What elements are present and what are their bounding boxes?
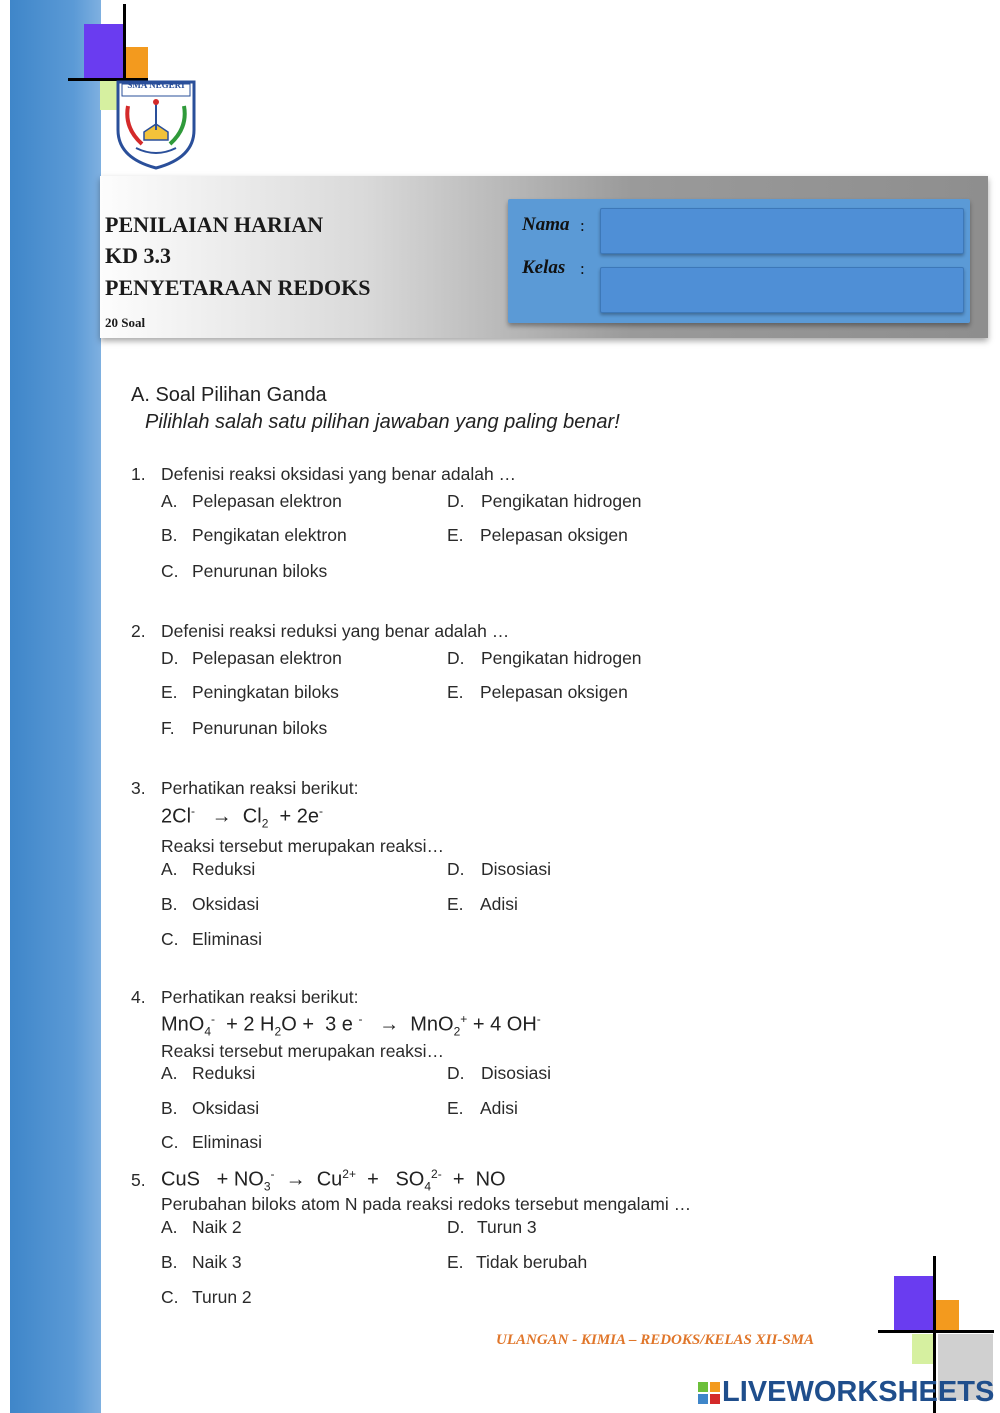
left-sidebar-stripe — [10, 0, 101, 1413]
question-number: 5. — [131, 1170, 146, 1190]
option-letter: B. — [161, 525, 178, 545]
option-text[interactable]: Tidak berubah — [476, 1252, 588, 1272]
option-letter: A. — [161, 859, 178, 879]
question-text: Perhatikan reaksi berikut: — [161, 987, 359, 1007]
class-label: Kelas — [522, 257, 566, 278]
section-title: A. Soal Pilihan Ganda — [131, 384, 327, 406]
option-text[interactable]: Adisi — [480, 1098, 518, 1118]
question-number: 2. — [131, 621, 146, 641]
question-number: 3. — [131, 778, 146, 798]
question-text: Perhatikan reaksi berikut: — [161, 778, 359, 798]
option-letter: E. — [447, 1098, 464, 1118]
reaction-equation-render: CuS + $NO_3^- \to Cu^{2+} + SO_4^{2-}$ + NO — [161, 1167, 506, 1194]
option-letter: D. — [447, 491, 465, 511]
footer-caption: ULANGAN - KIMIA – REDOKS/KELAS XII-SMA — [496, 1332, 815, 1348]
reaction-equation-render: $2Cl^- \to Cl_2 + 2e^-$ — [161, 804, 323, 831]
option-letter: E. — [447, 525, 464, 545]
option-letter: E. — [447, 682, 464, 702]
option-text[interactable]: Pelepasan oksigen — [480, 682, 628, 702]
option-letter: C. — [161, 561, 179, 581]
option-letter: D. — [161, 648, 179, 668]
option-letter: C. — [161, 929, 179, 949]
name-colon: : — [580, 216, 585, 235]
option-text[interactable]: Pengikatan elektron — [192, 525, 347, 545]
option-text[interactable]: Pelepasan elektron — [192, 648, 342, 668]
option-letter: C. — [161, 1132, 179, 1152]
option-letter: D. — [447, 648, 465, 668]
option-letter: D. — [447, 1063, 465, 1083]
option-text[interactable]: Oksidasi — [192, 1098, 260, 1118]
deco-square-green-bottom — [912, 1334, 934, 1364]
reaction-equation-render: MnO$_4$- + 2 $H_2O + 3$ e - → MnO$_2$+ + 4 OH- — [161, 1012, 541, 1039]
school-badge-text: SMA NEGERI — [127, 80, 185, 90]
option-text[interactable]: Turun 2 — [192, 1287, 252, 1307]
option-text[interactable]: Peningkatan biloks — [192, 682, 339, 702]
liveworksheets-logo-icon — [698, 1382, 720, 1404]
question-count: 20 Soal — [105, 315, 146, 330]
option-letter: E. — [447, 1252, 464, 1272]
liveworksheets-brand[interactable]: LIVEWORKSHEETS — [722, 1376, 995, 1408]
school-badge-logo — [114, 78, 198, 170]
option-text[interactable]: Naik 3 — [192, 1252, 242, 1272]
title-line-1: PENILAIAN HARIAN — [105, 212, 324, 237]
option-letter: B. — [161, 894, 178, 914]
deco-square-orange-top — [124, 47, 148, 79]
option-letter: C. — [161, 1287, 179, 1307]
option-text[interactable]: Naik 2 — [192, 1217, 242, 1237]
option-text[interactable]: Penurunan biloks — [192, 561, 328, 581]
name-label: Nama — [522, 214, 570, 235]
deco-square-purple-top — [84, 24, 124, 79]
title-line-2: KD 3.3 — [105, 243, 171, 268]
question-prompt: Reaksi tersebut merupakan reaksi… — [161, 836, 445, 856]
option-text[interactable]: Pengikatan hidrogen — [481, 491, 642, 511]
option-text[interactable]: Eliminasi — [192, 1132, 263, 1152]
option-text[interactable]: Pelepasan oksigen — [480, 525, 628, 545]
deco-square-purple-bottom — [894, 1276, 934, 1331]
deco-line-horizontal-bottom — [878, 1330, 994, 1333]
option-text[interactable]: Disosiasi — [481, 1063, 552, 1083]
option-text[interactable]: Penurunan biloks — [192, 718, 328, 738]
option-text[interactable]: Pengikatan hidrogen — [481, 648, 642, 668]
option-text[interactable]: Reduksi — [192, 859, 256, 879]
deco-square-orange-bottom — [936, 1300, 959, 1331]
option-text[interactable]: Adisi — [480, 894, 518, 914]
option-letter: D. — [447, 859, 465, 879]
name-input[interactable] — [600, 208, 964, 254]
option-text[interactable]: Eliminasi — [192, 929, 263, 949]
option-letter: A. — [161, 1063, 178, 1083]
option-text[interactable]: Reduksi — [192, 1063, 256, 1083]
question-text: Defenisi reaksi reduksi yang benar adalah … — [161, 621, 510, 641]
option-text[interactable]: Turun 3 — [477, 1217, 537, 1237]
question-number: 1. — [131, 464, 146, 484]
option-letter: E. — [447, 894, 464, 914]
class-colon: : — [580, 259, 585, 278]
title-line-3: PENYETARAAN REDOKS — [105, 275, 371, 300]
question-number: 4. — [131, 987, 146, 1007]
class-input[interactable] — [600, 267, 964, 313]
option-letter: A. — [161, 1217, 178, 1237]
option-letter: D. — [447, 1217, 465, 1237]
option-text[interactable]: Oksidasi — [192, 894, 260, 914]
option-letter: E. — [161, 682, 178, 702]
option-text[interactable]: Pelepasan elektron — [192, 491, 342, 511]
option-text[interactable]: Disosiasi — [481, 859, 552, 879]
option-letter: A. — [161, 491, 178, 511]
option-letter: B. — [161, 1252, 178, 1272]
section-instruction: Pilihlah salah satu pilihan jawaban yang paling benar! — [145, 411, 620, 433]
question-prompt: Reaksi tersebut merupakan reaksi… — [161, 1041, 445, 1061]
option-letter: F. — [161, 718, 175, 738]
question-text: Defenisi reaksi oksidasi yang benar adalah … — [161, 464, 517, 484]
question-prompt: Perubahan biloks atom N pada reaksi redoks tersebut mengalami … — [161, 1194, 692, 1214]
option-letter: B. — [161, 1098, 178, 1118]
